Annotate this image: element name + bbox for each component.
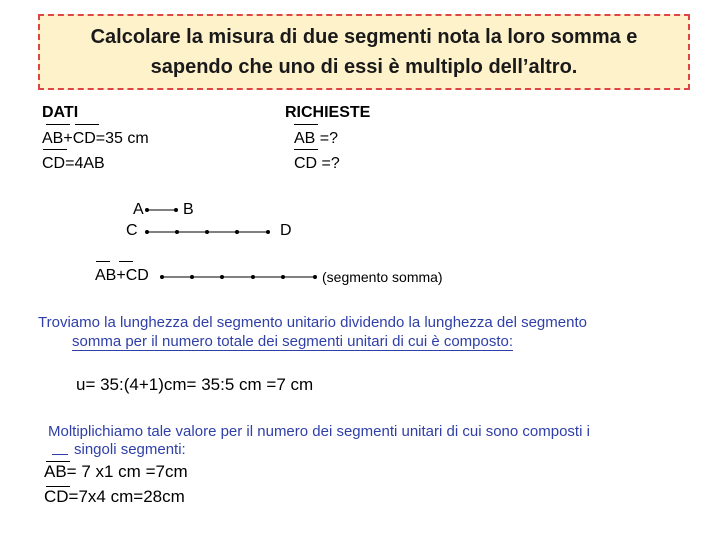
title-box	[38, 14, 690, 90]
sum-note: (segmento somma)	[322, 269, 443, 285]
overline-cd	[75, 124, 99, 125]
title-line-1: Calcolare la misura di due segmenti nota la loro somma e	[90, 26, 638, 48]
sum-label: AB+CD	[95, 267, 149, 284]
overline-cd-r	[294, 149, 318, 150]
richieste-line-1: AB =?	[294, 130, 339, 147]
formula: u= 35:(4+1)cm= 35:5 cm =7 cm	[76, 375, 314, 394]
overline-sum-cd	[119, 261, 133, 262]
overline-sum-ab	[96, 261, 110, 262]
dati-heading: DATI	[42, 104, 79, 121]
paragraph-2-line-1: Moltiplichiamo tale valore per il numero dei segmenti unitari di cui sono composti i	[48, 423, 590, 440]
segment-sum	[0, 0, 1, 1]
overline-ab	[46, 124, 70, 125]
result-ab: AB= 7 x1 cm =7cm	[44, 462, 188, 481]
dash-mark	[52, 454, 68, 455]
label-d: D	[280, 222, 292, 239]
dati-line-1: AB+CD=35 cm	[42, 130, 149, 147]
result-cd: CD=7x4 cm=28cm	[44, 487, 185, 506]
dati-line-2: CD=4AB	[42, 155, 105, 172]
overline-cd-2	[43, 149, 67, 150]
label-a: A	[133, 201, 144, 218]
richieste-heading: RICHIESTE	[285, 104, 371, 121]
title-line-2: sapendo che uno di essi è multiplo dell’altro.	[150, 56, 578, 78]
paragraph-1-line-1: Troviamo la lunghezza del segmento unitario dividendo la lunghezza del segmento	[38, 314, 587, 331]
paragraph-1-line-2: somma per il numero totale dei segmenti unitari di cui è composto:	[72, 333, 514, 350]
label-c: C	[126, 222, 138, 239]
paragraph-2-line-2: singoli segmenti:	[74, 441, 186, 458]
overline-ab-r	[294, 124, 318, 125]
label-b: B	[183, 201, 194, 218]
richieste-line-2: CD =?	[294, 155, 340, 172]
